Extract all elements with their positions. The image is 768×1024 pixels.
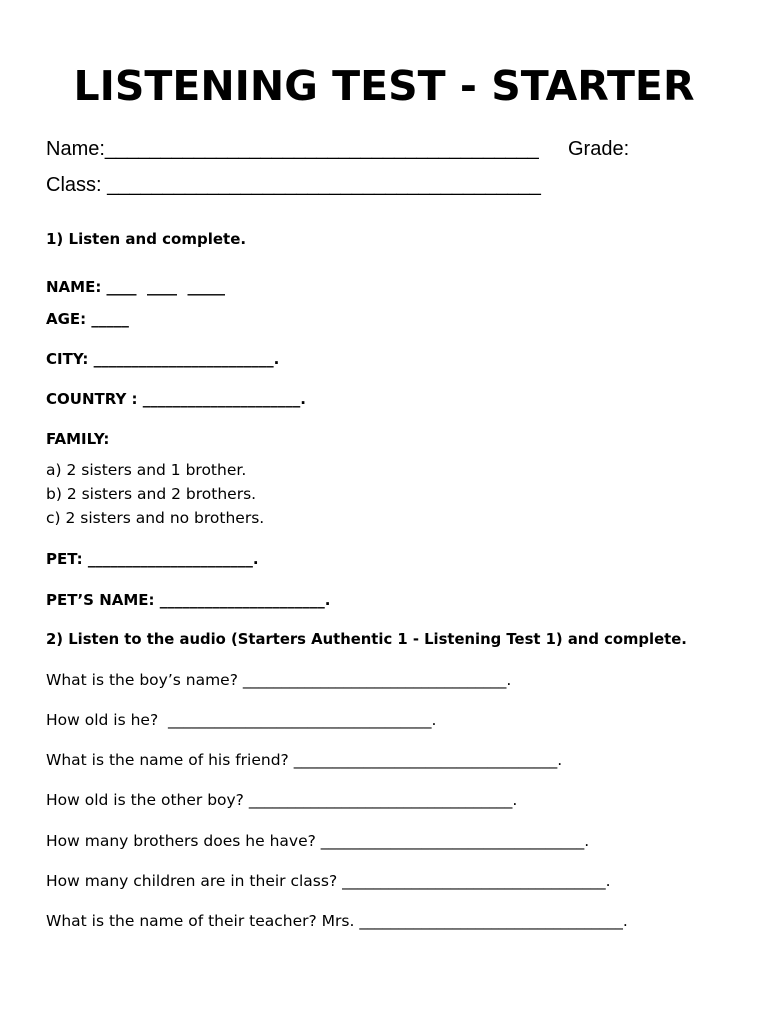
question-boys-name: What is the boy’s name? __________________________________.: [46, 671, 512, 689]
family-option-b: b) 2 sisters and 2 brothers.: [46, 485, 257, 503]
question-class-size: How many children are in their class? __________________________________.: [46, 872, 611, 890]
question-age: How old is he? __________________________________.: [46, 711, 437, 729]
question-friend-name: What is the name of his friend? __________________________________.: [46, 751, 563, 769]
family-option-c: c) 2 sisters and no brothers.: [46, 509, 265, 527]
section-1-heading: 1) Listen and complete.: [46, 230, 247, 248]
family-option-a: a) 2 sisters and 1 brother.: [46, 461, 247, 479]
country-line: COUNTRY : _____________________.: [46, 390, 306, 408]
class-field-label: Class: _______________________________________: [46, 174, 541, 196]
question-brothers: How many brothers does he have? __________________________________.: [46, 832, 590, 850]
section-2-heading: 2) Listen to the audio (Starters Authentic 1 - Listening Test 1) and complete.: [46, 631, 687, 648]
page-title: LISTENING TEST - STARTER: [73, 62, 695, 110]
name-field-label: Name:_______________________________________: [46, 138, 539, 160]
pets-name-line: PET’S NAME: ______________________.: [46, 591, 331, 609]
city-line: CITY: ________________________.: [46, 350, 280, 368]
age-line: AGE: _____: [46, 310, 129, 328]
name-line: NAME: ____ ____ _____: [46, 278, 225, 296]
grade-field-label: Grade:: [568, 138, 630, 160]
question-other-boy-age: How old is the other boy? __________________________________.: [46, 791, 518, 809]
family-label: FAMILY:: [46, 430, 110, 448]
pet-line: PET: ______________________.: [46, 550, 259, 568]
question-teacher-name: What is the name of their teacher? Mrs. __________________________________.: [46, 912, 628, 930]
